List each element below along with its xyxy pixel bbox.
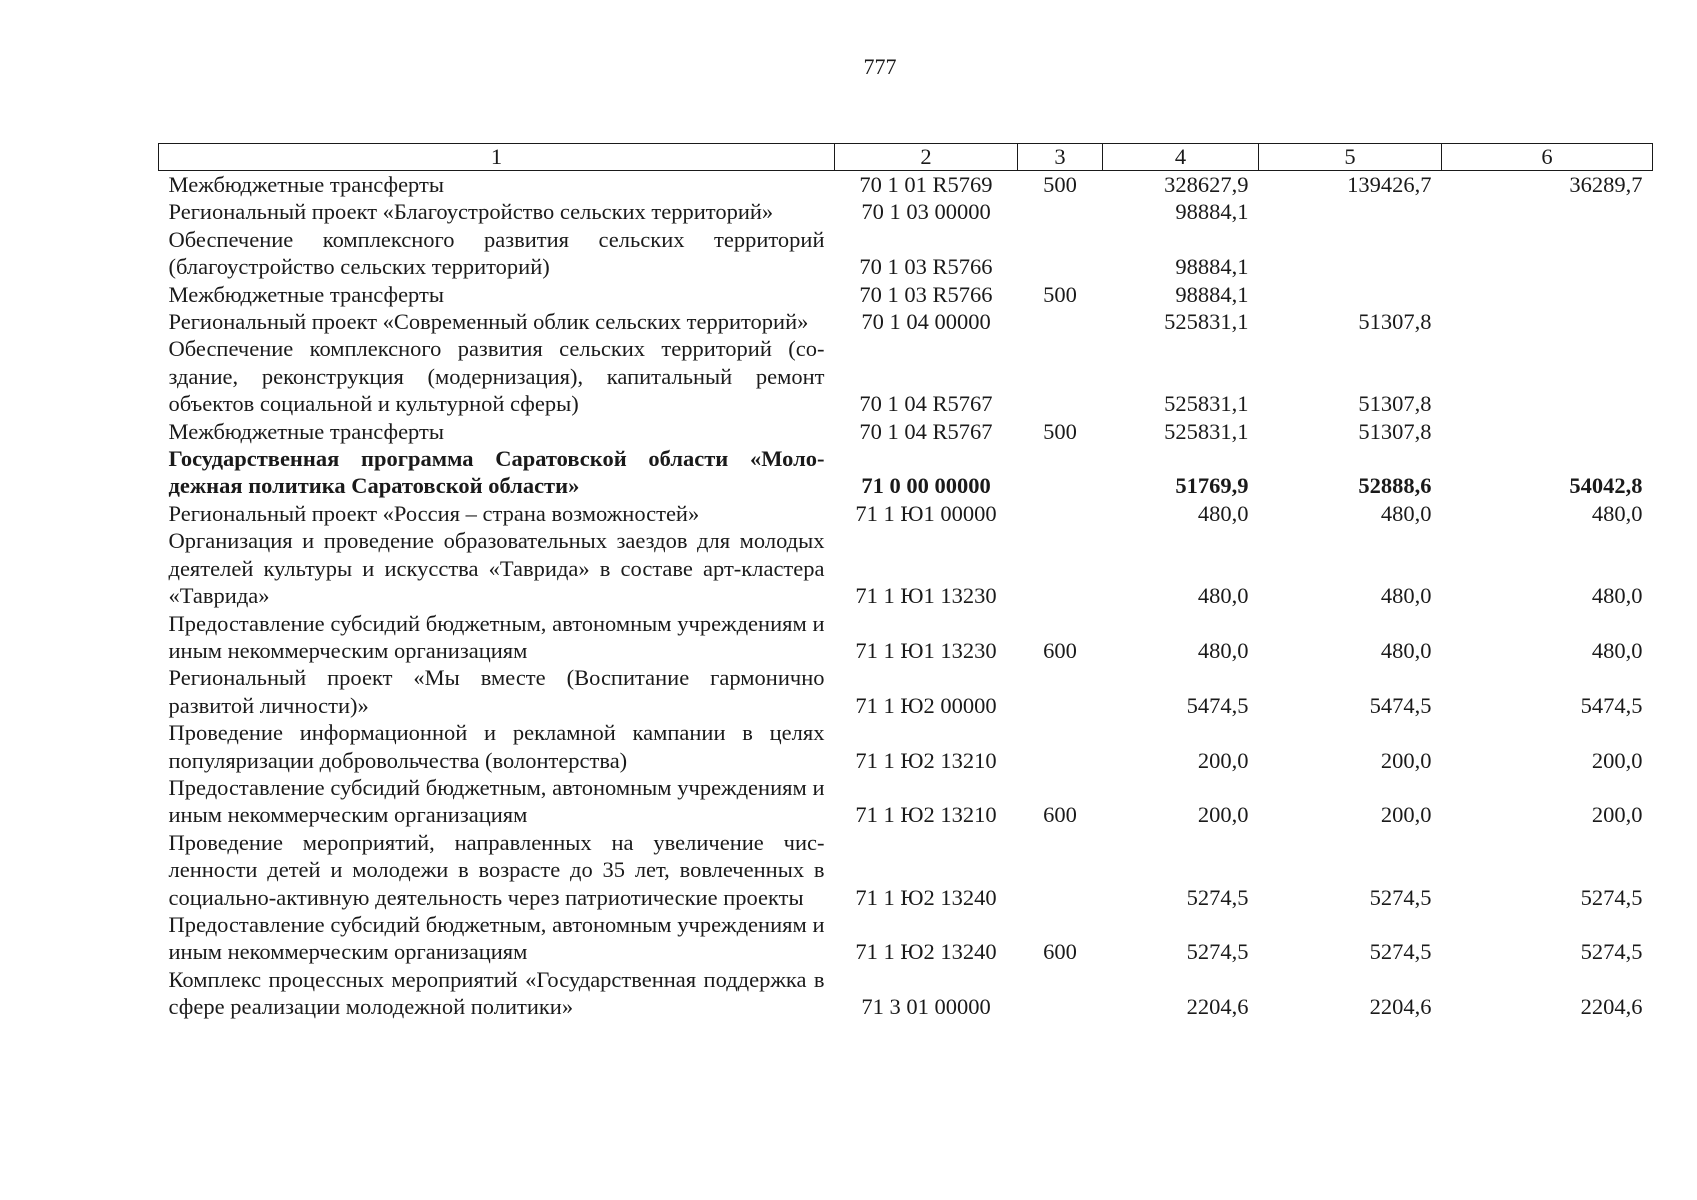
- table-row: [159, 445, 1653, 500]
- row-value-col6-cell: [1442, 198, 1653, 225]
- table-row: [159, 527, 1653, 609]
- row-value-col5-cell: 2204,6: [1369, 994, 1432, 1020]
- column-header-3: 3: [1018, 144, 1103, 171]
- row-code-cell: 71 1 Ю1 13230: [855, 583, 997, 609]
- row-value-col4-cell: 98884,1: [1175, 199, 1249, 225]
- row-value-col4-cell: 525831,1: [1164, 391, 1249, 417]
- row-expense-type-cell: 500: [1043, 281, 1077, 307]
- row-expense-type-cell: 600: [1043, 802, 1077, 828]
- row-value-col4-cell: 480,0: [1197, 637, 1249, 663]
- row-value-col4-cell: 525831,1: [1164, 418, 1249, 444]
- row-name-cell: Предоставление субсидий бюджетным, автономным учреждениям и иным некоммерческим организациям: [168, 610, 825, 663]
- row-value-col5-cell: 480,0: [1380, 637, 1432, 663]
- row-value-col6-cell: 36289,7: [1569, 172, 1643, 197]
- row-expense-type-cell: 600: [1043, 939, 1077, 965]
- row-value-col4-cell: 5274,5: [1186, 939, 1249, 965]
- row-value-col5-cell: 5474,5: [1369, 692, 1432, 718]
- column-header-6: 6: [1442, 144, 1653, 171]
- row-value-col5-cell: 5274,5: [1369, 884, 1432, 910]
- row-value-col5-cell: 139426,7: [1347, 172, 1432, 197]
- row-value-col4-cell: 5474,5: [1186, 692, 1249, 718]
- row-value-col5-cell: 480,0: [1380, 583, 1432, 609]
- row-expense-type-cell: [1018, 308, 1103, 335]
- page-number: 777: [863, 54, 897, 79]
- row-value-col6-cell: [1442, 335, 1653, 417]
- row-code-cell: 70 1 04 R5767: [859, 418, 993, 444]
- row-name-cell: Региональный проект «Мы вместе (Воспитание гармонично развитой личности)»: [168, 665, 825, 718]
- row-value-col6-cell: [1442, 226, 1653, 281]
- row-value-col5-cell: 5274,5: [1369, 939, 1432, 965]
- table-row: [159, 911, 1653, 966]
- row-expense-type-cell: [1018, 198, 1103, 225]
- row-expense-type-cell: [1018, 445, 1103, 500]
- row-value-col6-cell: 5274,5: [1580, 939, 1643, 965]
- row-name-cell: Межбюджетные трансферты: [168, 418, 444, 444]
- row-expense-type-cell: [1018, 719, 1103, 774]
- row-expense-type-cell: [1018, 335, 1103, 417]
- row-value-col6-cell: [1442, 281, 1653, 308]
- row-value-col4-cell: 2204,6: [1186, 994, 1249, 1020]
- row-name-cell: Проведение информационной и рекламной кампании в целях популяризации добровольчества (волонтерства): [168, 720, 825, 773]
- column-header-4: 4: [1103, 144, 1259, 171]
- budget-table: [158, 143, 1653, 1021]
- row-value-col4-cell: 98884,1: [1175, 281, 1249, 307]
- row-value-col6-cell: 480,0: [1591, 637, 1643, 663]
- row-value-col6-cell: 5474,5: [1580, 692, 1643, 718]
- row-code-cell: 71 1 Ю2 13210: [855, 802, 997, 828]
- table-row: [159, 418, 1653, 445]
- row-value-col4-cell: 200,0: [1197, 802, 1249, 828]
- row-name-cell: Проведение мероприятий, направленных на увеличение численности детей и молодежи в возрасте до 35 лет, вовлеченных в социально-активную деятельность через патриотические проекты: [168, 829, 825, 910]
- row-value-col5-cell: 200,0: [1380, 747, 1432, 773]
- table-row: [159, 226, 1653, 281]
- table-row: [159, 664, 1653, 719]
- row-value-col4-cell: 480,0: [1197, 500, 1249, 526]
- row-expense-type-cell: [1018, 500, 1103, 527]
- row-code-cell: 71 1 Ю2 13240: [855, 884, 997, 910]
- row-name-cell: Обеспечение комплексного развития сельских территорий (создание, реконструкция (модернизация), капитальный ремонт объектов социальной и культурной сферы): [168, 336, 825, 417]
- column-header-2: 2: [835, 144, 1018, 171]
- row-code-cell: 70 1 04 00000: [861, 309, 991, 335]
- row-value-col4-cell: 328627,9: [1164, 172, 1249, 197]
- table-row: [159, 308, 1653, 335]
- row-value-col4-cell: 5274,5: [1186, 884, 1249, 910]
- table-row: [159, 171, 1653, 199]
- row-value-col6-cell: 480,0: [1591, 583, 1643, 609]
- row-name-cell: Предоставление субсидий бюджетным, автономным учреждениям и иным некоммерческим организациям: [168, 774, 825, 828]
- row-value-col6-cell: 200,0: [1591, 747, 1643, 773]
- table-row: [159, 335, 1653, 417]
- row-code-cell: 71 1 Ю2 13240: [855, 939, 997, 965]
- row-value-col6-cell: 480,0: [1591, 500, 1643, 526]
- row-expense-type-cell: [1018, 966, 1103, 1021]
- row-name-cell: Региональный проект «Благоустройство сельских территорий»: [168, 199, 774, 225]
- table-row: [159, 500, 1653, 527]
- row-code-cell: 70 1 04 R5767: [859, 391, 993, 417]
- column-header-1: 1: [159, 144, 835, 171]
- table-row: [159, 966, 1653, 1021]
- row-code-cell: 71 0 00 00000: [861, 473, 991, 499]
- table-row: [159, 281, 1653, 308]
- row-expense-type-cell: [1018, 664, 1103, 719]
- row-name-cell: Региональный проект «Россия – страна возможностей»: [168, 500, 700, 526]
- row-name-cell: Региональный проект «Современный облик сельских территорий»: [168, 309, 809, 335]
- table-header-row: [159, 144, 1653, 171]
- row-name-cell: Обеспечение комплексного развития сельских территорий (благоустройство сельских территорий): [168, 226, 825, 280]
- row-value-col4-cell: 480,0: [1197, 583, 1249, 609]
- row-name-cell: Предоставление субсидий бюджетным, автономным учреждениям и иным некоммерческим организациям: [168, 911, 825, 965]
- row-value-col5-cell: 51307,8: [1358, 309, 1432, 335]
- row-value-col5-cell: 51307,8: [1358, 391, 1432, 417]
- row-expense-type-cell: 500: [1043, 418, 1077, 444]
- row-value-col6-cell: 200,0: [1591, 802, 1643, 828]
- row-code-cell: 70 1 01 R5769: [859, 172, 993, 197]
- row-expense-type-cell: [1018, 527, 1103, 609]
- row-name-cell: Межбюджетные трансферты: [168, 281, 444, 307]
- table-row: [159, 719, 1653, 774]
- row-value-col4-cell: 98884,1: [1175, 254, 1249, 280]
- row-value-col6-cell: 54042,8: [1569, 473, 1643, 499]
- row-value-col4-cell: 200,0: [1197, 747, 1249, 773]
- row-code-cell: 71 3 01 00000: [861, 994, 991, 1020]
- column-header-5: 5: [1259, 144, 1442, 171]
- row-code-cell: 71 1 Ю2 00000: [855, 692, 997, 718]
- row-value-col5-cell: [1259, 281, 1442, 308]
- row-value-col5-cell: [1259, 226, 1442, 281]
- row-value-col6-cell: [1442, 418, 1653, 445]
- table-row: [159, 198, 1653, 225]
- row-value-col4-cell: 51769,9: [1175, 473, 1249, 499]
- row-code-cell: 71 1 Ю2 13210: [855, 747, 997, 773]
- row-code-cell: 70 1 03 R5766: [859, 281, 993, 307]
- row-value-col6-cell: 5274,5: [1580, 884, 1643, 910]
- table-row: [159, 774, 1653, 829]
- row-name-cell: Межбюджетные трансферты: [168, 172, 444, 197]
- row-value-col6-cell: 2204,6: [1580, 994, 1643, 1020]
- row-code-cell: 70 1 03 00000: [861, 199, 991, 225]
- row-value-col5-cell: [1259, 198, 1442, 225]
- row-value-col6-cell: [1442, 308, 1653, 335]
- table-row: [159, 610, 1653, 665]
- row-value-col5-cell: 51307,8: [1358, 418, 1432, 444]
- row-code-cell: 71 1 Ю1 13230: [855, 637, 997, 663]
- row-value-col5-cell: 52888,6: [1358, 473, 1432, 499]
- row-expense-type-cell: 500: [1043, 172, 1077, 197]
- row-value-col4-cell: 525831,1: [1164, 309, 1249, 335]
- row-name-cell: Организация и проведение образовательных заездов для молодых деятелей культуры и искусства «Таврида» в составе арт-кластера «Таврида»: [168, 528, 825, 609]
- row-name-cell: Государственная программа Саратовской области «Молодежная политика Саратовской области»: [168, 446, 825, 499]
- row-name-cell: Комплекс процессных мероприятий «Государственная поддержка в сфере реализации молодежной политики»: [168, 966, 825, 1020]
- row-expense-type-cell: 600: [1043, 637, 1077, 663]
- row-expense-type-cell: [1018, 226, 1103, 281]
- table-body: [159, 171, 1653, 1021]
- row-code-cell: 70 1 03 R5766: [859, 254, 993, 280]
- row-value-col5-cell: 480,0: [1380, 500, 1432, 526]
- table-row: [159, 829, 1653, 911]
- row-code-cell: 71 1 Ю1 00000: [855, 500, 997, 526]
- row-value-col5-cell: 200,0: [1380, 802, 1432, 828]
- row-expense-type-cell: [1018, 829, 1103, 911]
